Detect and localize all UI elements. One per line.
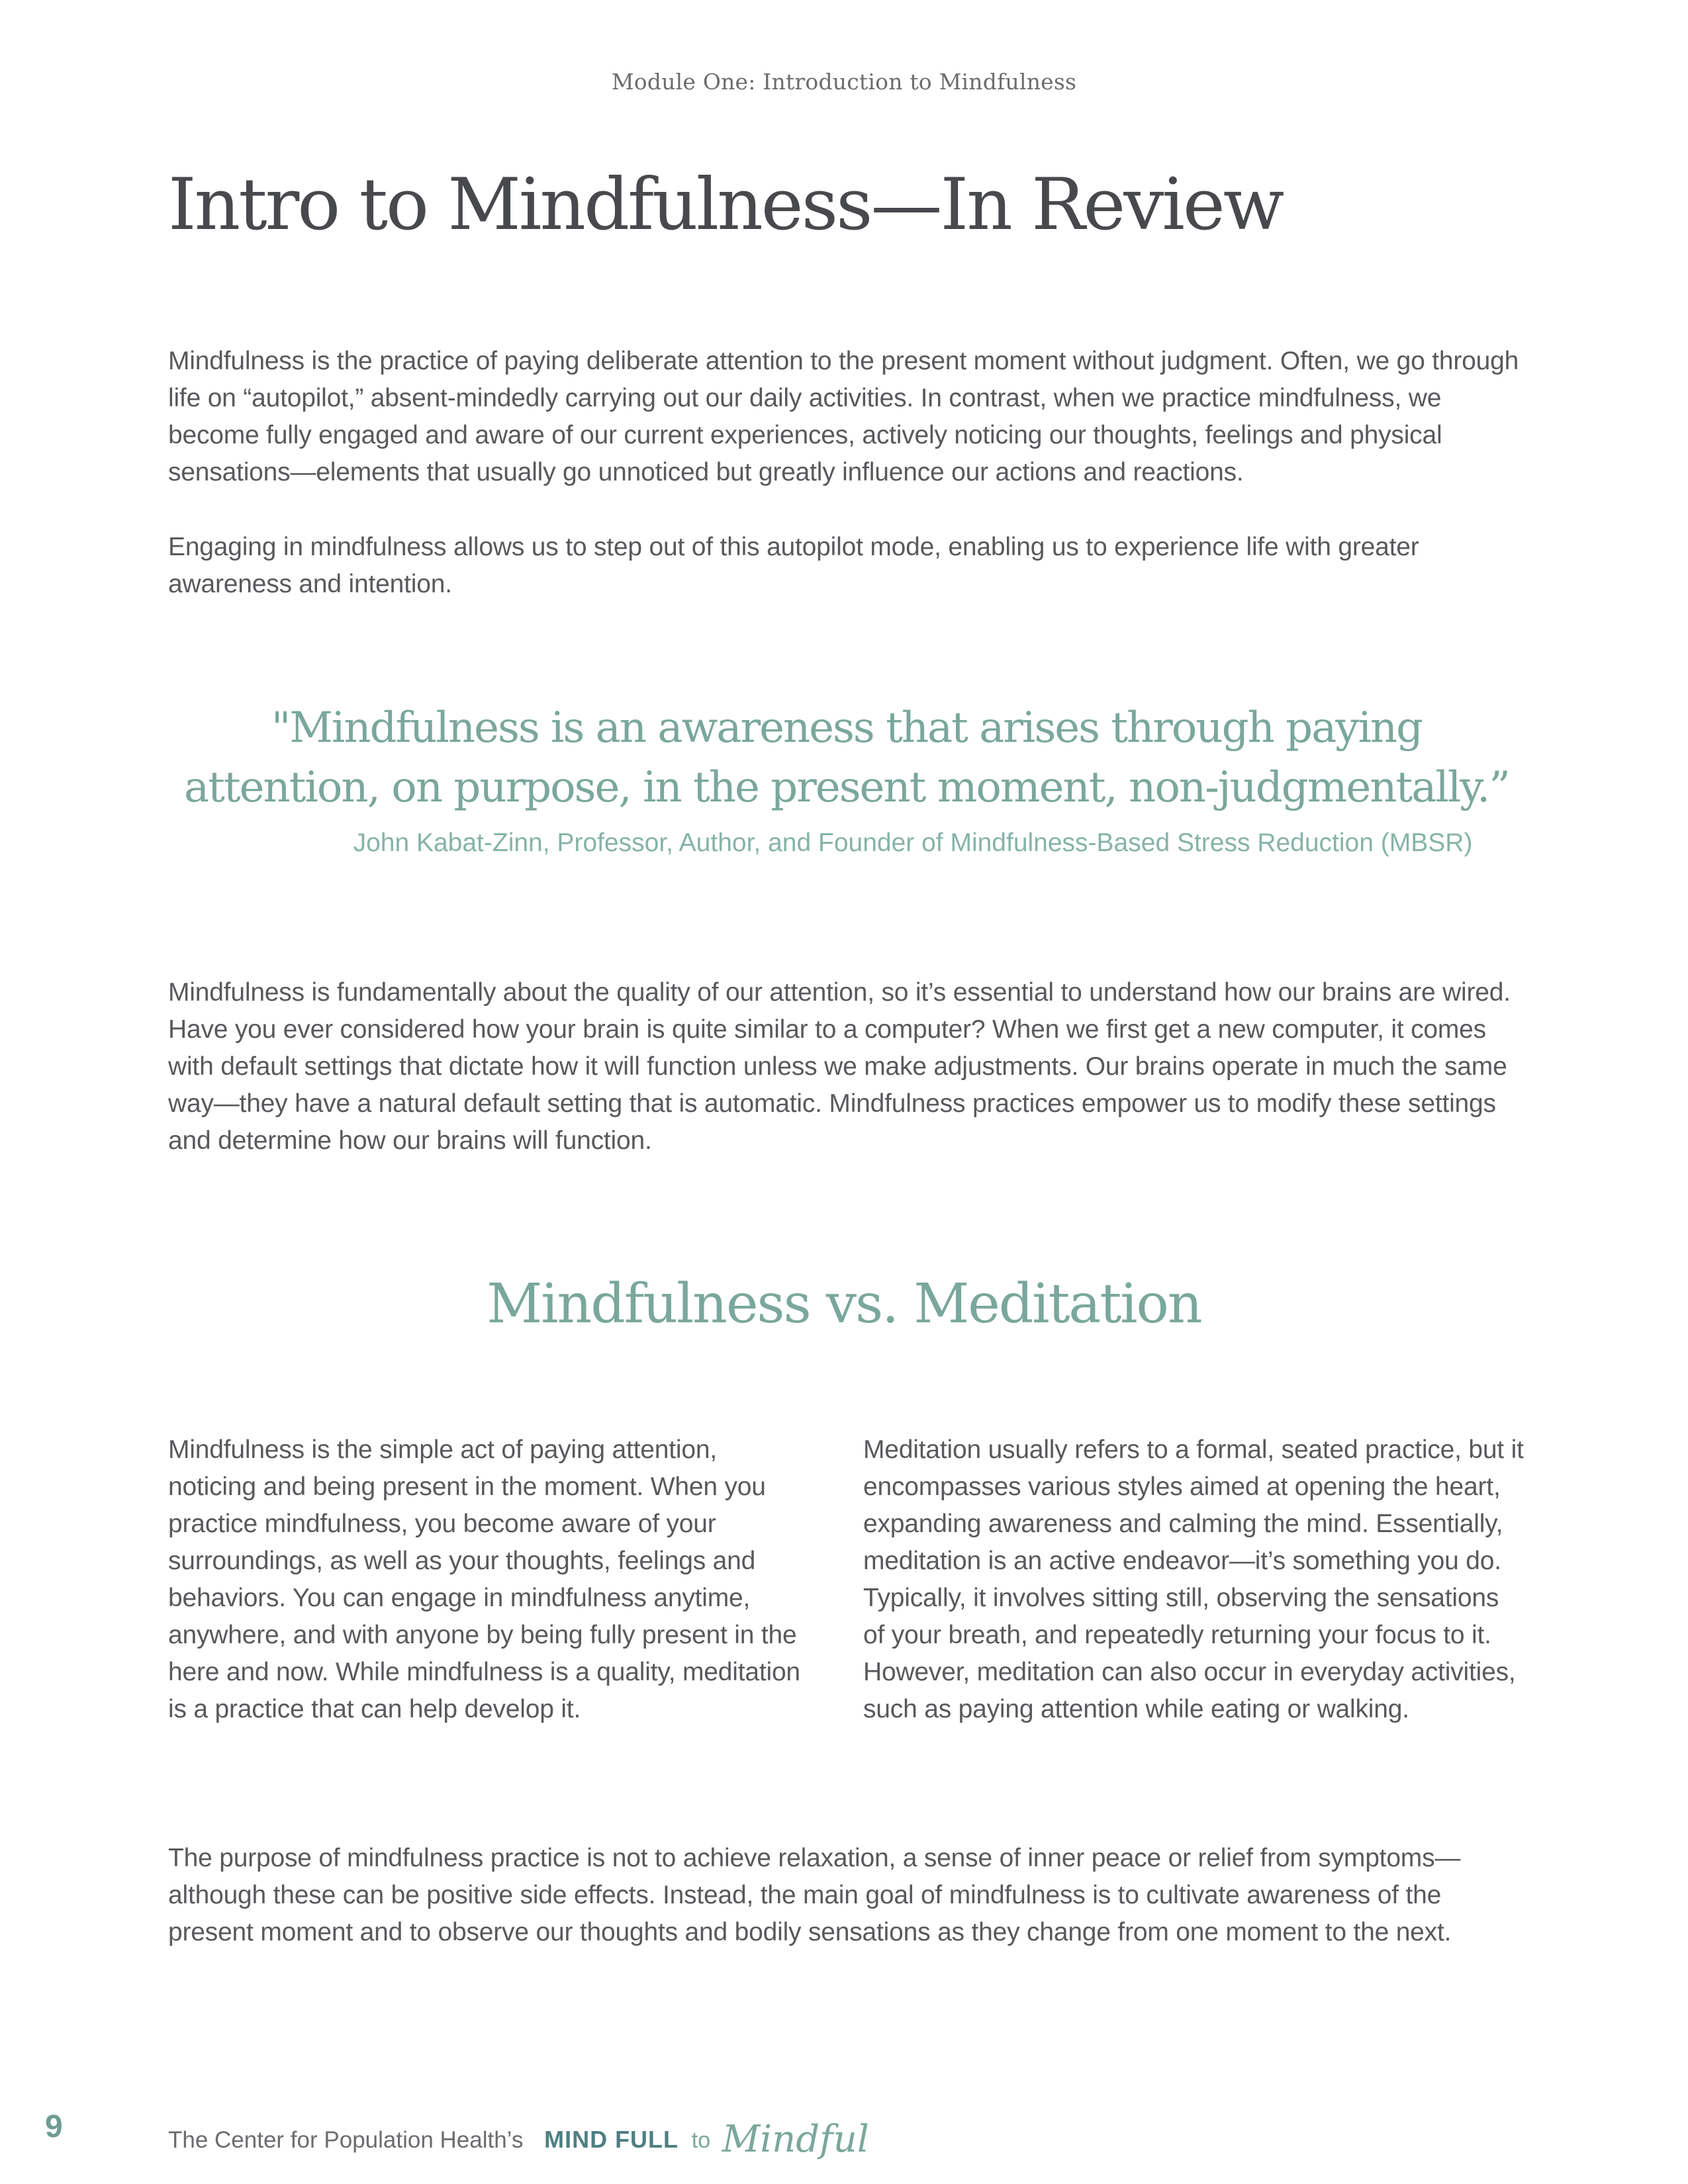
meditation-column: Meditation usually refers to a formal, seated practice, but it encompasses various styles aimed at opening the heart, expanding awareness and calming the mind. Essentially, meditation is an active endeavor—it’s something you do. Typically, it involves sitting still, observing the sensations of your breath, and repeatedly returning your focus to it. However, meditation can also occur in everyday activities, such as paying attention while eating or walking. <box>863 1435 1524 1723</box>
running-header: Module One: Introduction to Mindfulness <box>611 69 1077 95</box>
brand-to: to <box>691 2128 711 2153</box>
brand-mindful: Mindful <box>722 2118 869 2161</box>
mindfulness-column: Mindfulness is the simple act of paying attention, noticing and being present in the moment. When you practice mindfulness, you become aware of your surroundings, as well as your thoughts, feelings and behaviors. You can engage in mindfulness anytime, anywhere, and with anyone by being fully present in the here and now. While mindfulness is a quality, meditation is a practice that can help develop it. <box>168 1435 800 1723</box>
footer-credit-text: The Center for Population Health’s <box>168 2127 524 2153</box>
section-heading: Mindfulness vs. Meditation <box>487 1273 1201 1336</box>
page-title: Intro to Mindfulness—In Review <box>168 163 1283 246</box>
purpose-paragraph: The purpose of mindfulness practice is not to achieve relaxation, a sense of inner peace or relief from symptoms—although these can be positive side effects. Instead, the main goal of mindfulness is to cultivate awareness of the present moment and to observe our thoughts and bodily sensations as they change from one moment to the next. <box>168 1844 1461 1946</box>
footer-credit <box>168 2114 869 2161</box>
quote-text: "Mindfulness is an awareness that arises through paying attention, on purpose, in the present moment, non-judgmentally.” <box>183 704 1510 812</box>
page-number: 9 <box>45 2109 63 2144</box>
brand-mind-full: MIND FULL <box>544 2126 679 2153</box>
brand-logo <box>544 2114 869 2161</box>
pull-quote <box>168 698 1525 860</box>
page-footer <box>0 2105 1688 2161</box>
autopilot-paragraph: Engaging in mindfulness allows us to step out of this autopilot mode, enabling us to experience life with greater awareness and intention. <box>168 533 1419 598</box>
comparison-columns <box>168 1432 1525 1728</box>
brain-paragraph: Mindfulness is fundamentally about the quality of our attention, so it’s essential to understand how our brains are wired. Have you ever considered how your brain is quite similar to a computer? When we first get a new computer, it comes with default settings that dictate how it will function unless we make adjustments. Our brains operate in much the same way—they have a natural default setting that is automatic. Mindfulness practices empower us to modify these settings and determine how our brains will function. <box>168 978 1511 1155</box>
intro-paragraph: Mindfulness is the practice of paying deliberate attention to the present moment without judgment. Often, we go through life on “autopilot,” absent-mindedly carrying out our daily activities. In contrast, when we practice mindfulness, we become fully engaged and aware of our current experiences, actively noticing our thoughts, feelings and physical sensations—elements that usually go unnoticed but greatly influence our actions and reactions. <box>168 347 1519 486</box>
quote-attribution: John Kabat-Zinn, Professor, Author, and Founder of Mindfulness-Based Stress Reduction (MBSR) <box>353 829 1473 857</box>
